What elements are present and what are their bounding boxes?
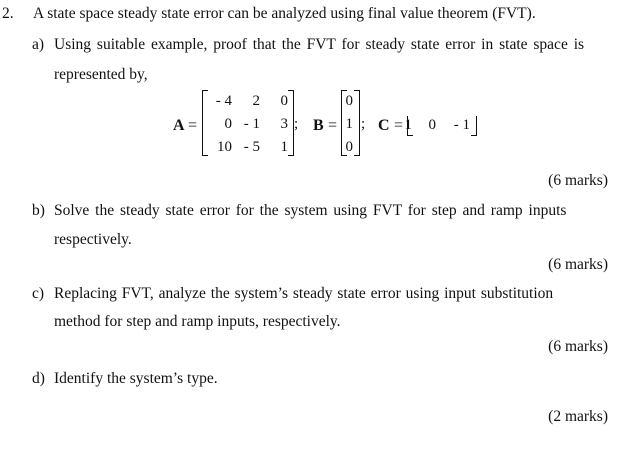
matrix-b-cell: 1: [345, 116, 353, 132]
matrix-a-cell: 3: [280, 116, 288, 132]
part-c-marks: (6 marks): [548, 338, 608, 355]
part-c-line1: Replacing FVT, analyze the system’s steady state error using input substitution: [54, 285, 554, 302]
part-a-marks: (6 marks): [548, 172, 608, 189]
question-text: A state space steady state error can be analyzed using final value theorem (FVT).: [33, 5, 536, 22]
part-a-line2: represented by,: [54, 66, 148, 83]
matrix-b-separator: ;: [361, 116, 366, 132]
matrix-b-label: B: [313, 117, 324, 134]
matrix-b-cell: 0: [345, 93, 353, 109]
part-b-line1: Solve the steady state error for the system using FVT for step and ramp inputs: [54, 202, 567, 219]
matrix-a-cell: - 4: [215, 93, 232, 109]
part-a-line1: Using suitable example, proof that the FVT for steady state error in state space is: [54, 36, 585, 53]
matrix-b-equals: =: [328, 117, 338, 134]
matrix-a-cell: 10: [217, 139, 232, 155]
part-b-line2: respectively.: [54, 231, 132, 248]
part-b-marks: (6 marks): [548, 256, 608, 273]
matrix-a-cell: 0: [280, 93, 288, 109]
part-d-line1: Identify the system’s type.: [54, 370, 218, 387]
matrix-c-cell: 0: [428, 117, 436, 133]
matrix-c-equals: =: [394, 117, 404, 134]
matrix-a-cell: - 5: [243, 139, 260, 155]
matrix-a-cell: 2: [252, 93, 260, 109]
part-d-marks: (2 marks): [548, 408, 608, 425]
matrix-c-cell: - 1: [453, 117, 470, 133]
matrix-a-cell: 0: [224, 116, 232, 132]
part-c-line2: method for step and ramp inputs, respectively.: [54, 313, 341, 330]
matrix-c-label: C: [378, 117, 390, 134]
part-b-letter: b): [32, 202, 45, 219]
matrix-a-label: A: [173, 117, 185, 134]
matrix-a-equals: =: [188, 117, 198, 134]
matrix-b-cell: 0: [345, 139, 353, 155]
part-c-letter: c): [32, 285, 45, 302]
matrix-a-separator: ;: [294, 116, 299, 132]
part-d-letter: d): [32, 370, 45, 387]
matrix-a-cell: - 1: [243, 116, 260, 132]
matrix-c-cell: 1: [404, 117, 412, 133]
matrix-a-cell: 1: [280, 139, 288, 155]
question-number: 2.: [2, 5, 14, 22]
part-a-letter: a): [32, 36, 45, 53]
